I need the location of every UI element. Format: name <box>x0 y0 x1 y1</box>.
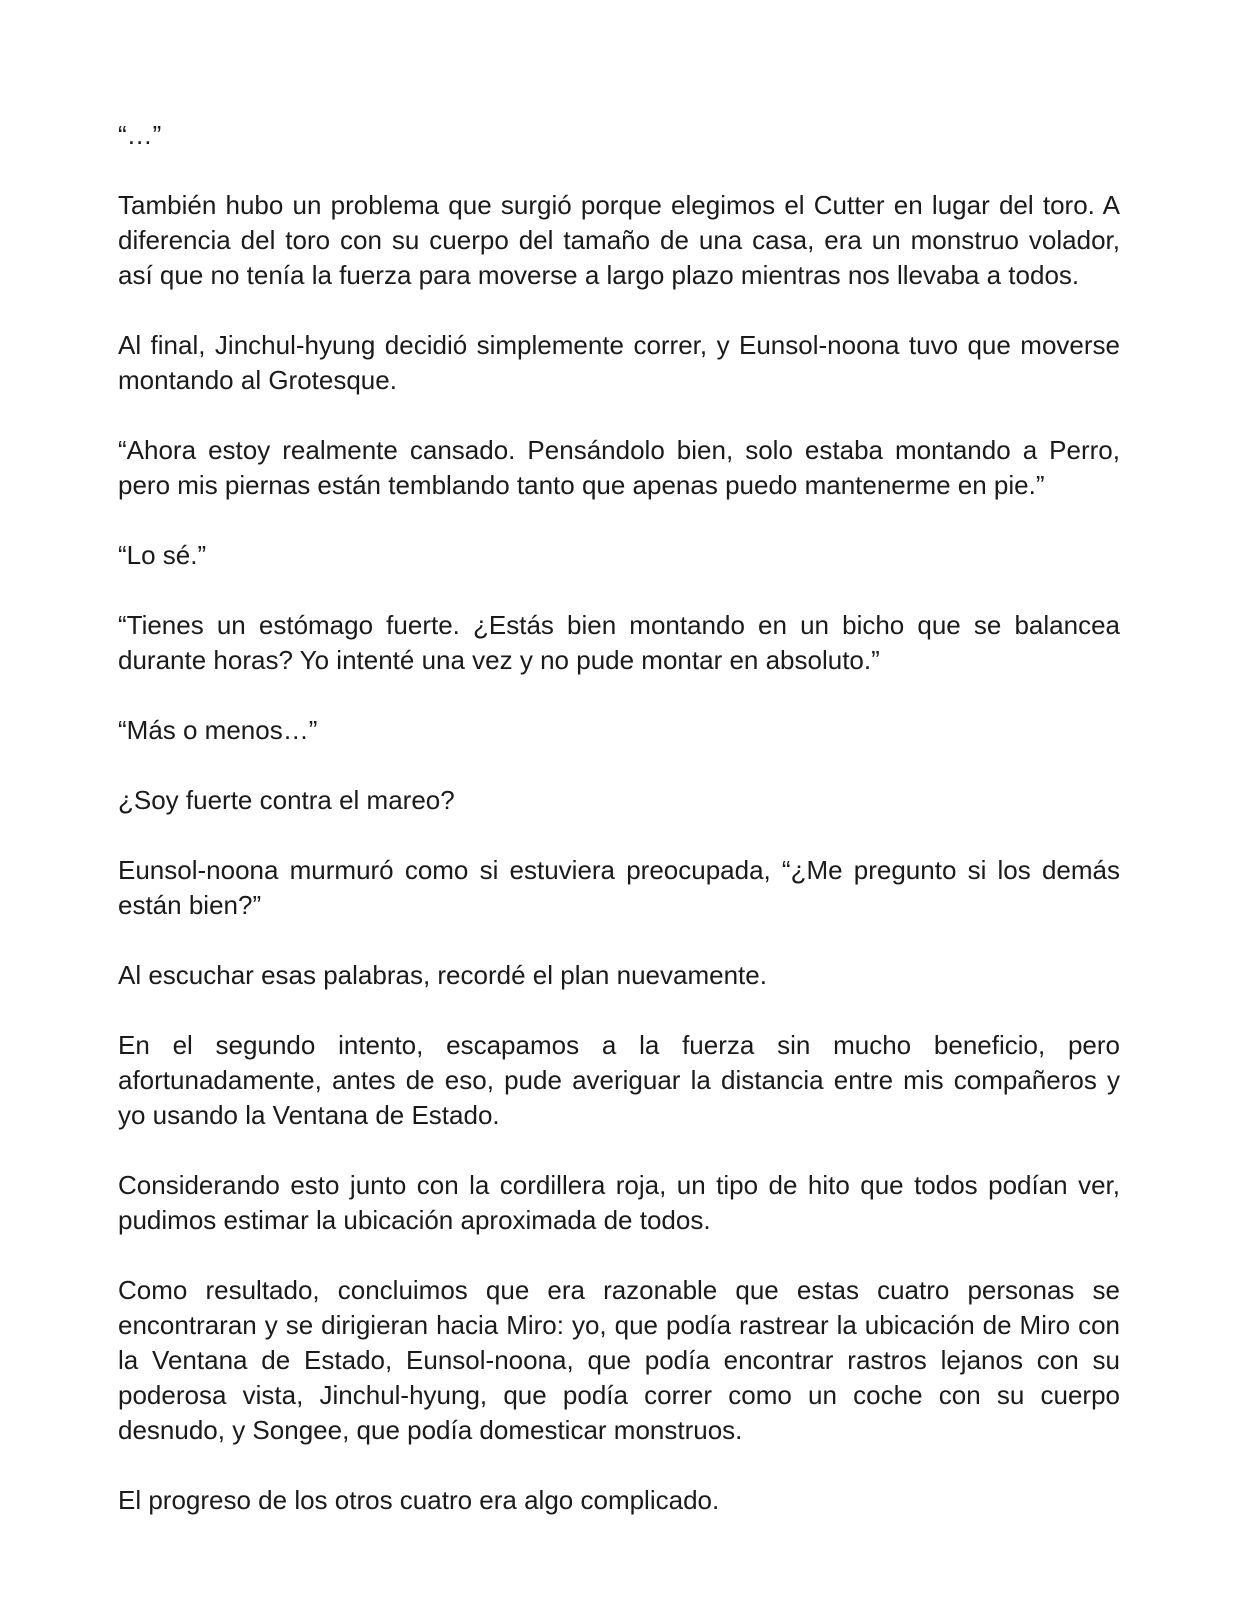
paragraph: “Ahora estoy realmente cansado. Pensándolo bien, solo estaba montando a Perro, pero mis piernas están temblando tanto que apenas puedo mantenerme en pie.” <box>118 435 1120 500</box>
paragraph: Al final, Jinchul-hyung decidió simplemente correr, y Eunsol-noona tuvo que moverse montando al Grotesque. <box>118 330 1120 395</box>
paragraph: “Tienes un estómago fuerte. ¿Estás bien montando en un bicho que se balancea durante horas? Yo intenté una vez y no pude montar en absoluto.” <box>118 610 1120 675</box>
paragraph: En el segundo intento, escapamos a la fuerza sin mucho beneficio, pero afortunadamente, antes de eso, pude averiguar la distancia entre mis compañeros y yo usando la Ventana de Estado. <box>118 1030 1120 1130</box>
paragraph: Considerando esto junto con la cordillera roja, un tipo de hito que todos podían ver, pudimos estimar la ubicación aproximada de todos. <box>118 1170 1120 1235</box>
paragraph: “Lo sé.” <box>118 540 207 570</box>
paragraph: Como resultado, concluimos que era razonable que estas cuatro personas se encontraran y se dirigieran hacia Miro: yo, que podía rastrear la ubicación de Miro con la Ventana de Estado, Eunsol-noona, que podía encontrar rastros lejanos con su poderosa vista, Jinchul-hyung, que podía correr como un coche con su cuerpo desnudo, y Songee, que podía domesticar monstruos. <box>118 1275 1120 1445</box>
paragraph: El progreso de los otros cuatro era algo complicado. <box>118 1485 720 1515</box>
paragraph: ¿Soy fuerte contra el mareo? <box>118 785 455 815</box>
document-page <box>118 118 1120 1518</box>
paragraph: También hubo un problema que surgió porque elegimos el Cutter en lugar del toro. A diferencia del toro con su cuerpo del tamaño de una casa, era un monstruo volador, así que no tenía la fuerza para moverse a largo plazo mientras nos llevaba a todos. <box>118 190 1120 290</box>
paragraph: “…” <box>118 120 162 150</box>
paragraph: Al escuchar esas palabras, recordé el plan nuevamente. <box>118 960 767 990</box>
paragraph: Eunsol-noona murmuró como si estuviera preocupada, “¿Me pregunto si los demás están bien?” <box>118 855 1120 920</box>
paragraph: “Más o menos…” <box>118 715 318 745</box>
